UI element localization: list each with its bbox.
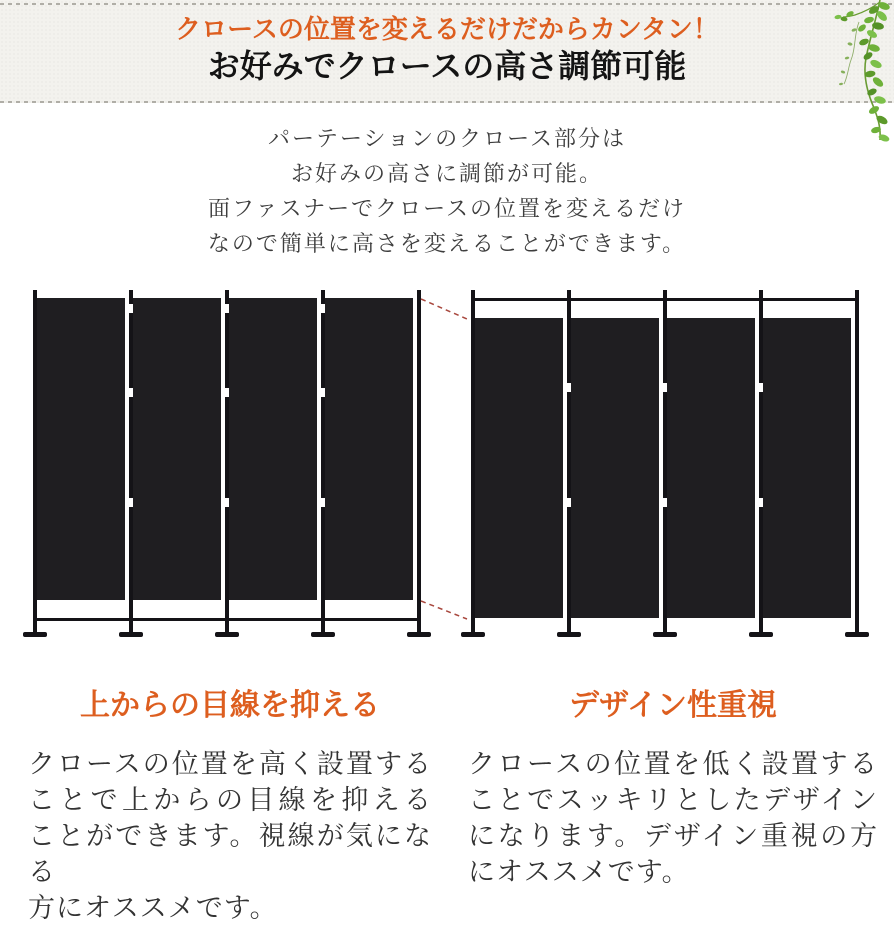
left-section-body <box>28 746 432 926</box>
panel-cloth <box>763 318 851 618</box>
intro-line-2: お好みの高さに調節が可能。 <box>290 161 603 186</box>
hinge-notch <box>663 383 667 392</box>
panel-cloth <box>229 298 317 600</box>
frame-foot <box>461 632 485 637</box>
frame-pole <box>759 290 763 632</box>
left-body-line-1: クロースの位置を高く設置する <box>28 749 432 779</box>
frame-pole <box>567 290 571 632</box>
right-body-line-4: にオススメです。 <box>468 857 690 887</box>
right-body-line-3: になります。デザイン重視の方 <box>468 821 878 851</box>
panel-cloth <box>571 318 659 618</box>
frame-foot <box>845 632 869 637</box>
hinge-notch <box>759 498 763 507</box>
left-body-line-4: 方にオススメです。 <box>28 893 278 923</box>
intro-line-4: なので簡単に高さを変えることができます。 <box>207 231 687 256</box>
left-body-line-3: ことができます。視線が気になる <box>28 821 432 887</box>
frame-foot <box>23 632 47 637</box>
top-rail <box>473 298 569 301</box>
hinge-notch <box>225 498 229 507</box>
frame-pole <box>129 290 133 632</box>
frame-foot <box>557 632 581 637</box>
frame-pole <box>855 290 859 632</box>
hinge-notch <box>567 498 571 507</box>
frame-foot <box>311 632 335 637</box>
frame-pole <box>663 290 667 632</box>
bottom-rail <box>35 618 131 621</box>
intro-line-1: パーテーションのクロース部分は <box>267 126 627 151</box>
hinge-notch <box>129 304 133 313</box>
frame-foot <box>653 632 677 637</box>
right-body-line-2: ことでスッキリとしたデザイン <box>468 785 878 815</box>
hinge-notch <box>129 388 133 397</box>
top-rail <box>569 298 665 301</box>
bottom-rail <box>131 618 227 621</box>
hinge-notch <box>321 388 325 397</box>
frame-foot <box>119 632 143 637</box>
partition-cloth-low <box>468 288 858 640</box>
bottom-rail <box>227 618 323 621</box>
hinge-notch <box>567 383 571 392</box>
intro-line-3: 面ファスナーでクロースの位置を変えるだけ <box>207 196 687 221</box>
panel-cloth <box>667 318 755 618</box>
panel-cloth <box>325 298 413 600</box>
frame-pole <box>417 290 421 632</box>
frame-pole <box>33 290 37 632</box>
panel-cloth <box>37 298 125 600</box>
hinge-notch <box>759 383 763 392</box>
hinge-notch <box>321 304 325 313</box>
hinge-notch <box>129 498 133 507</box>
right-section-body <box>468 746 878 890</box>
right-body-line-1: クロースの位置を低く設置する <box>468 749 878 779</box>
right-section-heading: デザイン性重視 <box>569 689 777 722</box>
panel-cloth <box>133 298 221 600</box>
frame-pole <box>471 290 475 632</box>
partition-comparison <box>0 288 894 640</box>
partition-cloth-high <box>30 288 420 640</box>
frame-foot <box>215 632 239 637</box>
vine-leaves-icon <box>814 0 894 145</box>
hinge-notch <box>321 498 325 507</box>
frame-foot <box>749 632 773 637</box>
frame-pole <box>225 290 229 632</box>
left-body-line-2: ことで上からの目線を抑える <box>28 785 432 815</box>
header-subtitle: クロースの位置を変えるだけだからカンタン！ <box>175 14 719 44</box>
frame-foot <box>407 632 431 637</box>
panel-cloth <box>475 318 563 618</box>
hinge-notch <box>225 388 229 397</box>
bottom-rail <box>323 618 419 621</box>
top-rail <box>665 298 761 301</box>
frame-pole <box>321 290 325 632</box>
hinge-notch <box>225 304 229 313</box>
left-section-heading: 上からの目線を抑える <box>80 689 380 722</box>
intro-paragraph <box>0 121 894 261</box>
hinge-notch <box>663 498 667 507</box>
header-banner <box>0 0 894 103</box>
top-rail <box>761 298 857 301</box>
header-title: お好みでクロースの高さ調節可能 <box>207 48 687 84</box>
